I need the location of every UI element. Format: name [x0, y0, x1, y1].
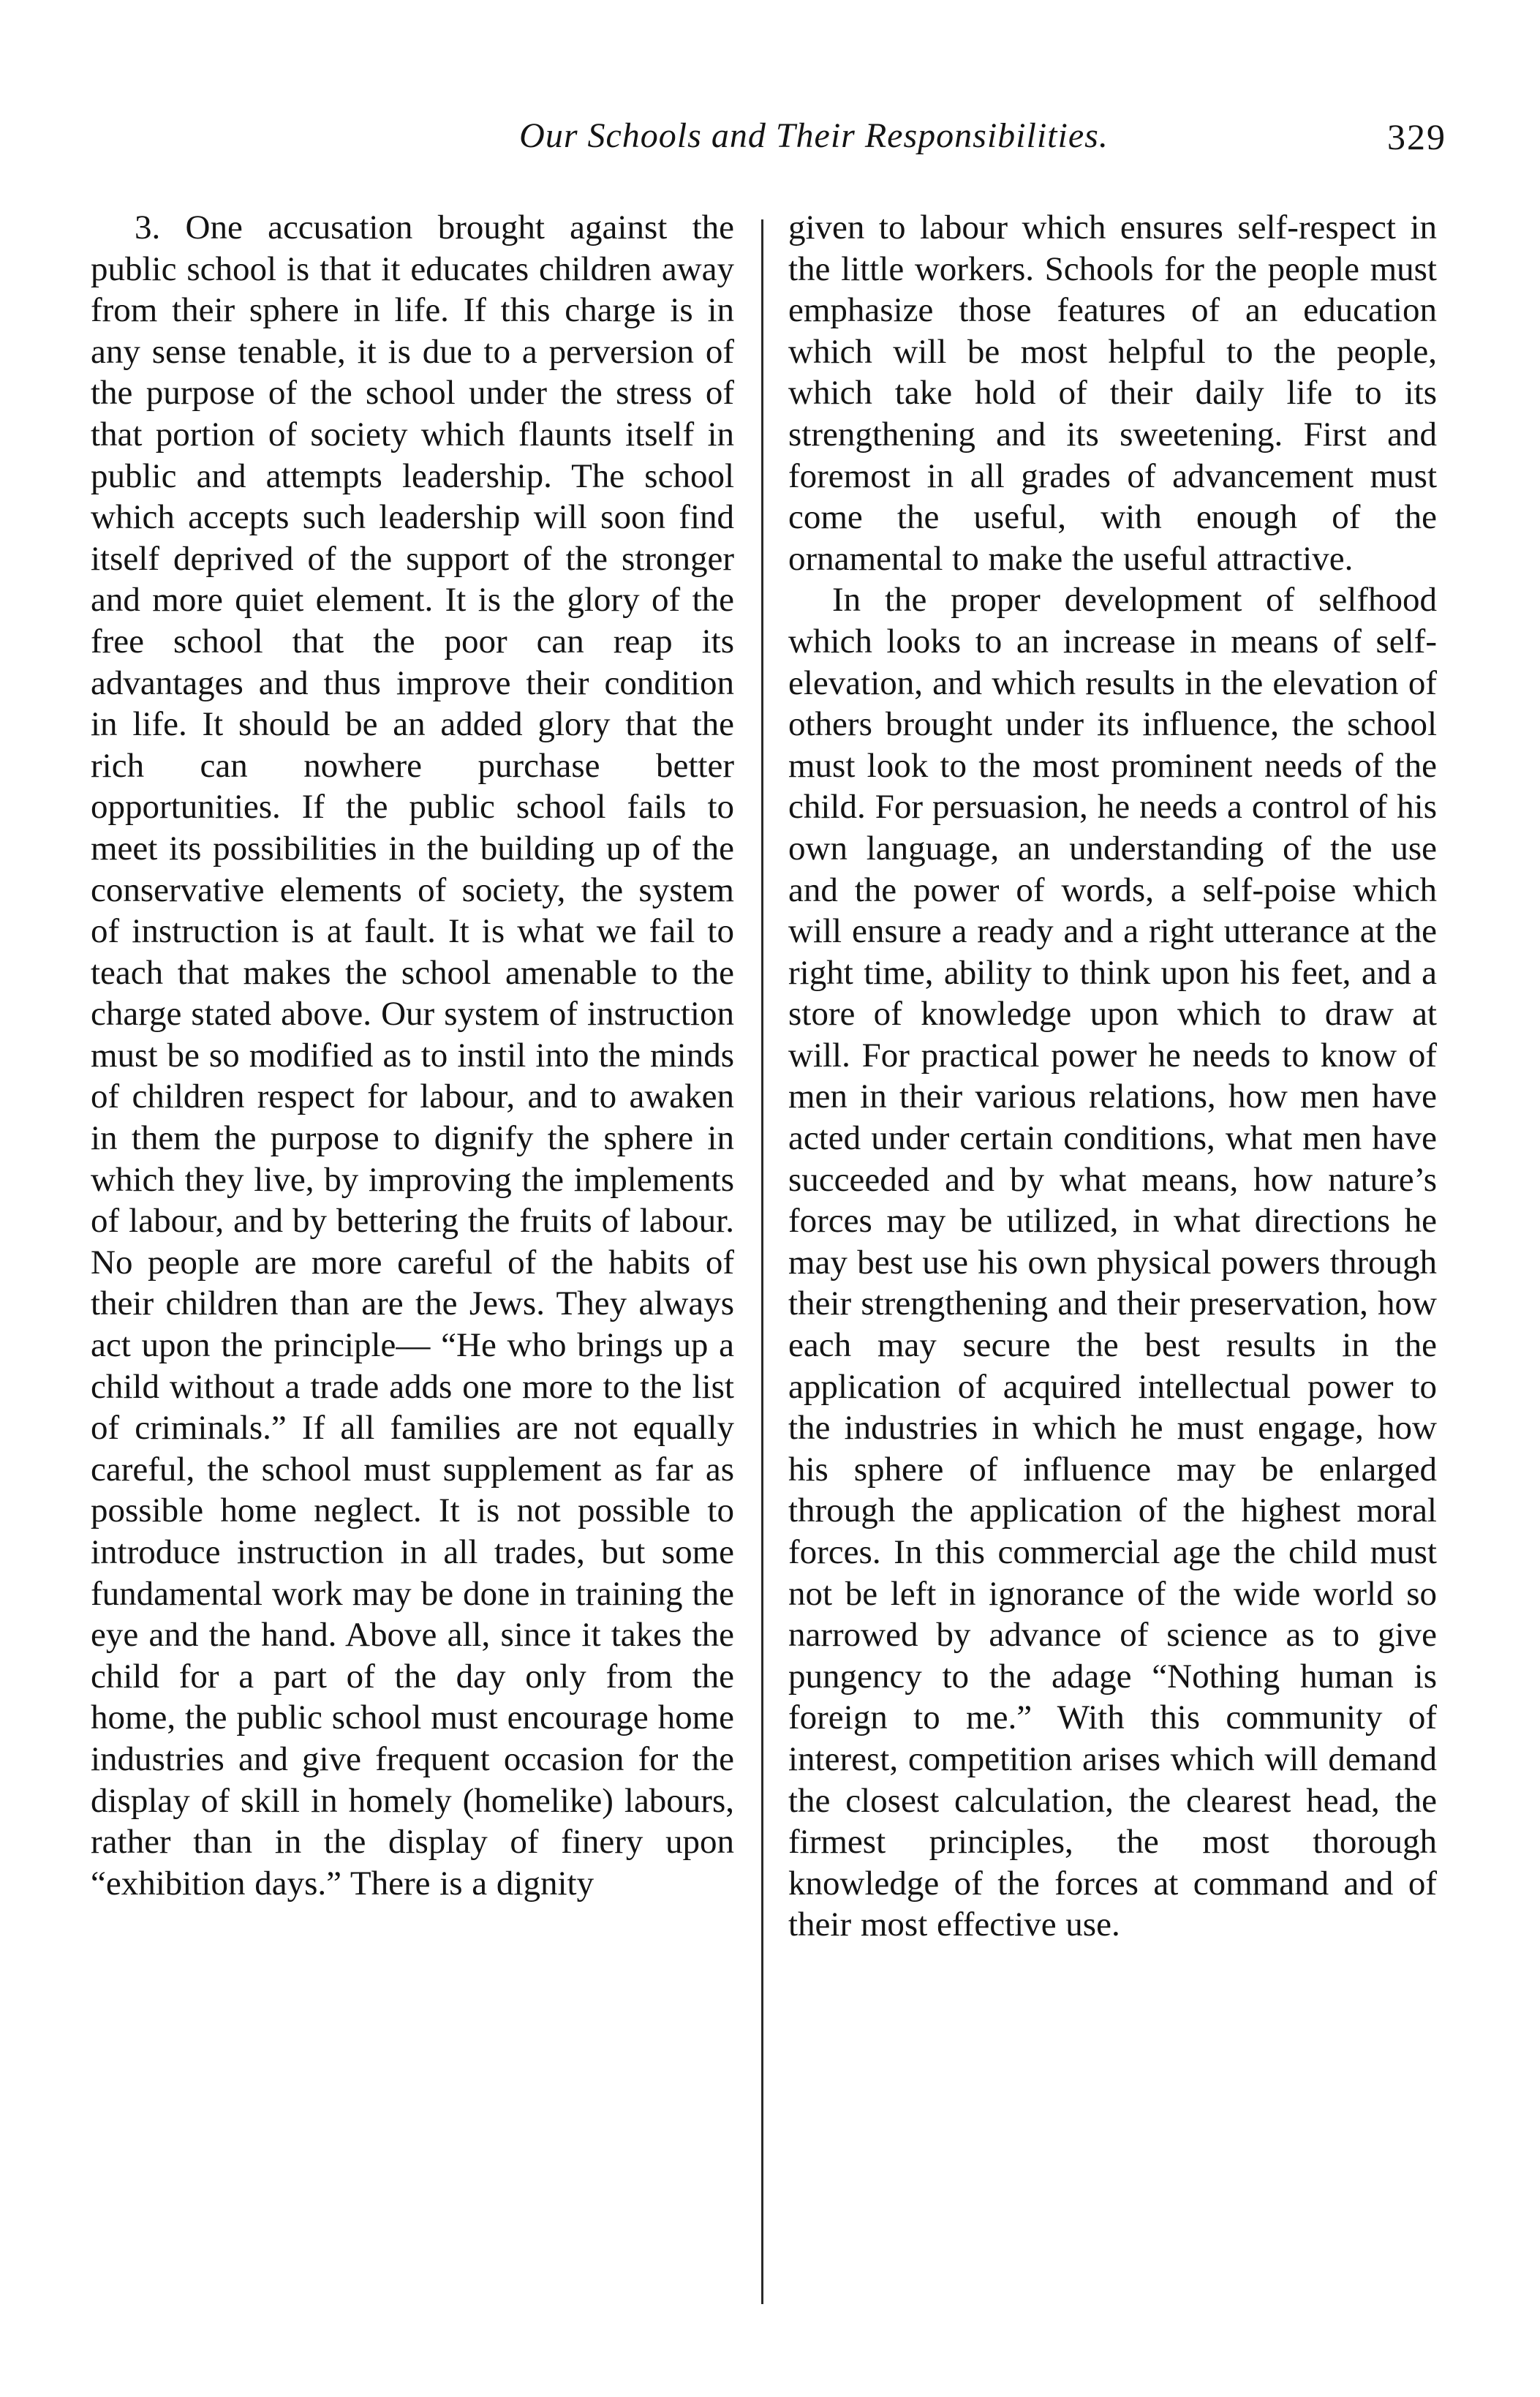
paragraph: 3. One accusation brought against the public school is that it educates children away from their sphere in life. If this charge is in any sense tenable, it is due to a perversion of the purpose of the school under the stress of that portion of society which flaunts itself in public and attempts leadership. The school which accepts such leadership will soon find itself deprived of the support of the stronger and more quiet element. It is the glory of the free school that the poor can reap its advantages and thus improve their condition in life. It should be an added glory that the rich can nowhere purchase better opportunities. If the public school fails to meet its possibilities in the building up of the conservative elements of society, the system of instruction is at fault. It is what we fail to teach that makes the school amenable to the charge stated above. Our system of instruction must be so modified as to instil into the minds of children respect for labour, and to awaken in them the purpose to dignify the sphere in which they live, by improving the implements of labour, and by bettering the fruits of labour. No people are more careful of the habits of their children than are the Jews. They always act upon the principle— “He who brings up a child without a trade adds one more to the list of criminals.” If all families are not equally careful, the school must supplement as far as possible home neglect. It is not possible to introduce instruction in all trades, but some fundamental work may be done in training the eye and the hand. Above all, since it takes the child for a part of the day only from the home, the public school must encourage home industries and give frequent occasion for the display of skill in homely (homelike) labours, rather than in the display of finery upon “exhibition days.” There is a dignity [91, 208, 734, 1903]
running-title: Our Schools and Their Responsibilities. [519, 116, 1109, 155]
column-divider [761, 219, 763, 2304]
paragraph: given to labour which ensures self-respect in the little workers. Schools for the people must emphasize those features of an education which will be most helpful to the people, which take hold of their daily life to its strengthening and its sweetening. First and foremost in all grades of advancement must come the useful, with enough of the ornamental to make the useful attractive. [788, 208, 1437, 578]
paragraph: In the proper development of selfhood which looks to an increase in means of self-elevation, and which results in the elevation of others brought under its influence, the school must look to the most prominent needs of the child. For persuasion, he needs a control of his own language, an understanding of the use and the power of words, a self-poise which will ensure a ready and a right utterance at the right time, ability to think upon his feet, and a store of knowledge upon which to draw at will. For practical power he needs to know of men in their various relations, how men have acted under certain conditions, what men have succeeded and by what means, how nature’s forces may be utilized, in what directions he may best use his own physical powers through their strengthening and their preservation, how each may secure the best results in the application of acquired intellectual power to the industries in which he must engage, how his sphere of influence may be enlarged through the application of the highest moral forces. In this commercial age the child must not be left in ignorance of the wide world so narrowed by advance of science as to give pungency to the adage “Nothing human is foreign to me.” With this community of interest, competition arises which will demand the closest calculation, the clearest head, the firmest principles, the most thorough knowledge of the forces at command and of their most effective use. [788, 581, 1437, 1944]
running-header [94, 116, 1446, 174]
right-column [788, 207, 1437, 2292]
page-number: 329 [1387, 116, 1446, 157]
left-column [91, 207, 734, 2292]
